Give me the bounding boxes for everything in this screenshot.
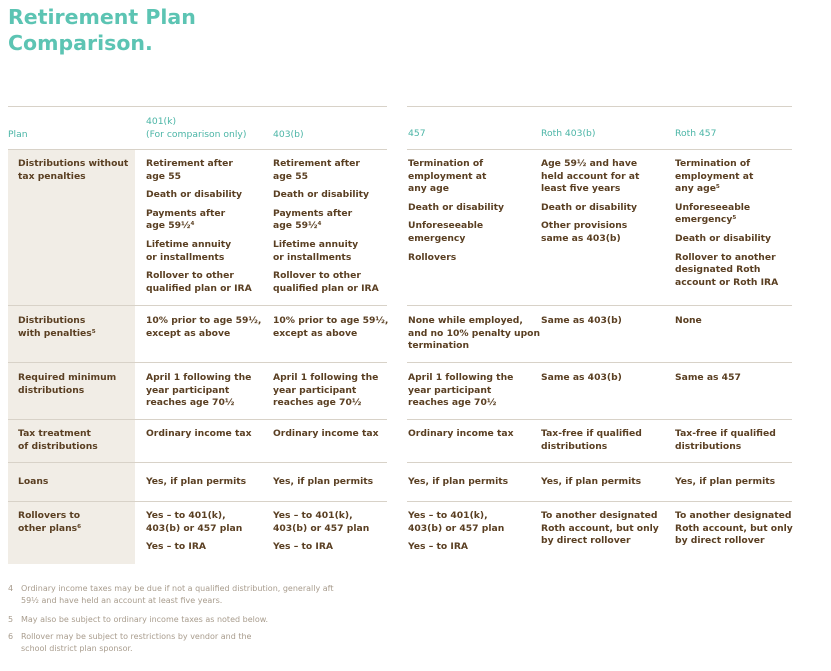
cell-line: Payments after	[146, 207, 226, 219]
cell-401k	[146, 372, 251, 410]
cell-item	[273, 239, 379, 264]
cell-line: age 55	[146, 170, 181, 182]
cell-item	[146, 372, 251, 410]
cell-403b	[273, 315, 388, 340]
footnote-number: 4	[8, 584, 14, 593]
row-label	[18, 315, 96, 340]
cell-line: held account for at	[541, 170, 640, 182]
cell-item	[408, 372, 513, 410]
cell-line: Rollover to other	[146, 270, 234, 282]
cell-line: Yes, if plan permits	[408, 476, 509, 487]
cell-line: Payments after	[273, 207, 353, 219]
row-divider	[407, 419, 792, 420]
cell-line: Same as 403(b)	[541, 315, 622, 326]
cell-line: Ordinary income tax	[273, 428, 379, 439]
cell-item	[408, 428, 514, 441]
cell-401k	[146, 428, 252, 441]
cell-line: Termination of	[408, 158, 484, 169]
cell-457	[408, 158, 504, 264]
column-header-401k-line-1: 401(k)	[146, 116, 177, 127]
row-divider	[8, 362, 387, 363]
footnote-6	[8, 631, 398, 654]
cell-line: or installments	[146, 251, 225, 263]
cell-457	[408, 476, 508, 489]
cell-roth-403b	[541, 476, 641, 489]
row-label-line: Distributions without	[18, 158, 129, 169]
footnote-line	[8, 614, 398, 626]
cell-line: Termination of	[675, 158, 751, 169]
row-divider	[407, 501, 792, 502]
footnote-line: school district plan sponsor.	[21, 643, 133, 653]
cell-item	[541, 220, 639, 245]
cell-item	[146, 476, 246, 489]
cell-item	[146, 158, 252, 183]
cell-401k	[146, 315, 261, 340]
cell-item	[408, 541, 504, 554]
row-divider	[8, 419, 387, 420]
header-bottom-rule-right	[407, 149, 792, 150]
cell-item	[675, 315, 702, 328]
row-label	[18, 428, 98, 453]
cell-457	[408, 372, 513, 410]
row-divider	[8, 462, 387, 463]
cell-line: Tax-free if qualified	[541, 428, 642, 439]
cell-line: reaches age 70½	[408, 397, 497, 409]
cell-line: any age⁵	[675, 183, 720, 195]
row-label-line: distributions	[18, 384, 85, 396]
cell-line: Yes – to 401(k),	[408, 510, 488, 521]
cell-item	[541, 510, 659, 548]
cell-401k	[146, 158, 252, 295]
cell-item	[675, 252, 778, 290]
cell-line: Yes – to 401(k),	[273, 510, 353, 521]
footnote-4	[8, 583, 398, 606]
cell-item	[541, 315, 622, 328]
cell-item	[675, 476, 775, 489]
cell-403b	[273, 510, 369, 554]
footnote-number: 6	[8, 632, 14, 641]
cell-line: 403(b) or 457 plan	[273, 522, 370, 534]
cell-item	[541, 372, 622, 385]
cell-line: 403(b) or 457 plan	[408, 522, 505, 534]
cell-line: Retirement after	[146, 158, 233, 169]
cell-line: least five years	[541, 183, 621, 195]
cell-403b	[273, 428, 379, 441]
cell-item	[273, 428, 379, 441]
cell-item	[146, 315, 261, 340]
row-label-line: with penalties⁵	[18, 327, 96, 339]
cell-line: Yes – to IRA	[408, 541, 469, 553]
cell-roth-403b	[541, 372, 622, 385]
cell-item	[675, 372, 741, 385]
cell-line: Roth account, but only	[541, 522, 659, 534]
cell-item	[146, 270, 252, 295]
cell-line: Ordinary income tax	[408, 428, 514, 439]
cell-line: age 59½⁴	[146, 220, 195, 232]
row-label	[18, 158, 128, 183]
cell-line: 10% prior to age 59½,	[273, 315, 389, 326]
cell-line: None	[675, 315, 702, 326]
cell-item	[541, 428, 642, 453]
cell-line: Lifetime annuity	[146, 238, 232, 250]
cell-line: any age	[408, 183, 449, 195]
cell-line: year participant	[146, 384, 230, 396]
cell-item	[675, 233, 778, 246]
cell-line: except as above	[146, 327, 231, 339]
cell-line: Yes, if plan permits	[146, 476, 247, 487]
cell-item	[273, 372, 378, 410]
cell-line: distributions	[541, 440, 608, 452]
cell-roth-403b	[541, 510, 659, 548]
cell-roth-457	[675, 510, 793, 548]
cell-line: Same as 403(b)	[541, 372, 622, 383]
cell-line: Rollover to other	[273, 270, 361, 282]
cell-line: qualified plan or IRA	[146, 282, 252, 294]
cell-line: Death or disability	[146, 189, 243, 201]
cell-item	[408, 202, 504, 215]
cell-roth-403b	[541, 315, 622, 328]
cell-item	[541, 476, 641, 489]
cell-item	[408, 220, 504, 245]
cell-line: April 1 following the	[273, 372, 379, 383]
cell-line: emergency	[408, 232, 466, 244]
cell-line: Ordinary income tax	[146, 428, 252, 439]
column-header-401k-line-2: (For comparison only)	[146, 129, 247, 140]
cell-403b	[273, 476, 373, 489]
cell-line: Yes – to 401(k),	[146, 510, 226, 521]
cell-line: by direct rollover	[541, 535, 631, 547]
cell-item	[146, 428, 252, 441]
cell-item	[541, 158, 639, 196]
column-header-457: 457	[408, 128, 426, 139]
column-header-401k	[146, 116, 246, 141]
cell-line: designated Roth	[675, 264, 761, 276]
cell-line: 403(b) or 457 plan	[146, 522, 243, 534]
cell-line: account or Roth IRA	[675, 276, 779, 288]
cell-item	[675, 510, 793, 548]
cell-item	[273, 158, 379, 183]
cell-457	[408, 315, 540, 353]
cell-item	[146, 541, 242, 554]
cell-line: Unforeseeable	[675, 201, 751, 213]
cell-line: by direct rollover	[675, 535, 765, 547]
cell-item	[408, 252, 504, 265]
cell-item	[408, 476, 508, 489]
row-divider	[407, 462, 792, 463]
row-divider	[407, 305, 792, 306]
cell-line: year participant	[408, 384, 492, 396]
footnote-text: May also be subject to ordinary income taxes as noted below.	[21, 615, 269, 624]
column-header-plan: Plan	[8, 129, 28, 140]
footnote-number: 5	[8, 615, 14, 624]
cell-roth-457	[675, 372, 741, 385]
cell-line: Yes, if plan permits	[675, 476, 776, 487]
row-divider	[8, 305, 387, 306]
cell-401k	[146, 510, 242, 554]
cell-item	[408, 510, 504, 535]
row-label-line: Loans	[18, 476, 49, 487]
cell-item	[408, 315, 540, 353]
cell-457	[408, 428, 514, 441]
cell-line: Lifetime annuity	[273, 238, 359, 250]
row-label	[18, 510, 81, 535]
cell-item	[675, 202, 778, 227]
row-label-line: other plans⁶	[18, 522, 82, 534]
cell-item	[675, 158, 778, 196]
cell-401k	[146, 476, 246, 489]
cell-line: Roth account, but only	[675, 522, 793, 534]
cell-line: qualified plan or IRA	[273, 282, 379, 294]
cell-line: Same as 457	[675, 372, 741, 383]
cell-line: April 1 following the	[408, 372, 514, 383]
footnote-line: 59½ and have held an account at least five years.	[21, 595, 223, 605]
cell-roth-457	[675, 428, 776, 453]
row-label-line: of distributions	[18, 440, 98, 452]
cell-line: emergency⁵	[675, 214, 737, 226]
cell-457	[408, 510, 504, 554]
cell-line: reaches age 70½	[273, 397, 362, 409]
page-title-line-1: Retirement Plan	[8, 5, 196, 29]
cell-item	[146, 189, 252, 202]
cell-line: age 55	[273, 170, 308, 182]
cell-item	[273, 208, 379, 233]
cell-line: Yes, if plan permits	[541, 476, 642, 487]
cell-item	[675, 428, 776, 453]
cell-line: Tax-free if qualified	[675, 428, 776, 439]
cell-item	[273, 270, 379, 295]
cell-line: Death or disability	[408, 201, 505, 213]
cell-line: To another designated	[675, 510, 792, 521]
cell-line: Age 59½ and have	[541, 158, 638, 169]
cell-line: Yes – to IRA	[146, 541, 207, 553]
cell-line: same as 403(b)	[541, 232, 621, 244]
cell-roth-457	[675, 315, 702, 328]
cell-roth-457	[675, 476, 775, 489]
cell-roth-403b	[541, 428, 642, 453]
cell-item	[273, 541, 369, 554]
column-header-403b: 403(b)	[273, 129, 304, 140]
page-title-line-2: Comparison.	[8, 31, 153, 55]
row-label	[18, 372, 116, 397]
cell-line: or installments	[273, 251, 352, 263]
cell-line: except as above	[273, 327, 358, 339]
cell-roth-403b	[541, 158, 639, 246]
cell-line: employment at	[408, 170, 487, 182]
column-header-roth-403b: Roth 403(b)	[541, 128, 596, 139]
footnote-line	[8, 631, 398, 643]
cell-line: April 1 following the	[146, 372, 252, 383]
column-header-roth-457: Roth 457	[675, 128, 717, 139]
cell-item	[541, 202, 639, 215]
cell-item	[273, 476, 373, 489]
cell-item	[273, 315, 388, 340]
cell-line: Death or disability	[273, 189, 370, 201]
cell-line: age 59½⁴	[273, 220, 322, 232]
cell-line: Other provisions	[541, 220, 628, 232]
cell-line: employment at	[675, 170, 754, 182]
cell-line: termination	[408, 340, 470, 352]
cell-line: and no 10% penalty upon	[408, 327, 541, 339]
cell-item	[146, 239, 252, 264]
cell-line: Yes – to IRA	[273, 541, 334, 553]
row-divider	[8, 501, 387, 502]
row-divider	[407, 362, 792, 363]
page-title	[8, 4, 308, 56]
cell-line: reaches age 70½	[146, 397, 235, 409]
cell-roth-457	[675, 158, 778, 289]
row-label-line: tax penalties	[18, 170, 86, 182]
footnote-5	[8, 614, 398, 626]
cell-item	[273, 510, 369, 535]
header-top-rule-right	[407, 106, 792, 107]
cell-line: Unforeseeable	[408, 220, 484, 232]
cell-403b	[273, 158, 379, 295]
cell-line: Rollover to another	[675, 251, 776, 263]
footnote-line	[8, 583, 398, 595]
cell-line: None while employed,	[408, 315, 523, 326]
cell-line: year participant	[273, 384, 357, 396]
cell-line: Death or disability	[541, 201, 638, 213]
row-label-line: Rollovers to	[18, 510, 81, 521]
cell-line: Death or disability	[675, 232, 772, 244]
footnote-text: Ordinary income taxes may be due if not a qualified distribution, generally aft	[21, 584, 334, 593]
cell-item	[273, 189, 379, 202]
header-top-rule-left	[8, 106, 387, 107]
row-label-line: Distributions	[18, 315, 86, 326]
cell-line: Yes, if plan permits	[273, 476, 374, 487]
footnote-text: Rollover may be subject to restrictions by vendor and the	[21, 632, 252, 641]
cell-line: Retirement after	[273, 158, 360, 169]
cell-item	[146, 208, 252, 233]
row-label-line: Tax treatment	[18, 428, 91, 439]
row-label-line: Required minimum	[18, 372, 117, 383]
cell-line: Rollovers	[408, 251, 457, 263]
row-label	[18, 476, 48, 489]
cell-403b	[273, 372, 378, 410]
cell-line: 10% prior to age 59½,	[146, 315, 262, 326]
cell-item	[146, 510, 242, 535]
cell-line: distributions	[675, 440, 742, 452]
cell-line: To another designated	[541, 510, 658, 521]
cell-item	[408, 158, 504, 196]
